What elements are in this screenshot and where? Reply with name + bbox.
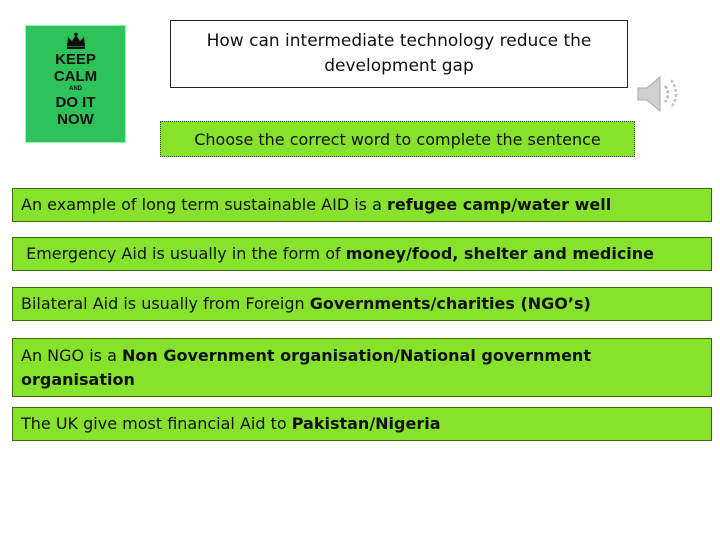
answer-options[interactable]: Non Government organisation/National government organisation <box>21 345 591 389</box>
title-line-2: development gap <box>324 56 474 76</box>
question-1[interactable] <box>12 188 712 222</box>
question-text <box>21 344 703 392</box>
poster-line-calm: CALM <box>53 68 98 85</box>
question-prefix: An example of long term sustainable AID is a <box>21 195 387 214</box>
question-2[interactable] <box>12 237 712 271</box>
keep-calm-poster <box>25 25 126 143</box>
question-prefix: Bilateral Aid is usually from Foreign <box>21 294 310 313</box>
question-3[interactable] <box>12 287 712 321</box>
answer-options[interactable]: refugee camp/water well <box>386 195 612 214</box>
title-box <box>170 20 628 88</box>
poster-line-and: AND <box>69 86 82 92</box>
question-text <box>21 242 654 266</box>
question-text <box>21 193 611 217</box>
question-prefix: An NGO is a <box>21 345 122 365</box>
poster-line-do-it: DO IT <box>55 94 96 111</box>
crown-icon <box>65 32 87 50</box>
question-4[interactable] <box>12 338 712 397</box>
speaker-icon[interactable] <box>634 70 686 118</box>
question-prefix: The UK give most financial Aid to <box>21 414 292 433</box>
page-title <box>207 29 592 80</box>
title-line-1: How can intermediate technology reduce the <box>206 30 592 51</box>
poster-line-keep: KEEP <box>55 51 96 68</box>
question-text <box>21 412 441 436</box>
answer-options[interactable]: Pakistan/Nigeria <box>291 414 441 433</box>
answer-options[interactable]: money/food, shelter and medicine <box>345 244 655 263</box>
poster-line-now: NOW <box>57 111 94 128</box>
question-text <box>21 292 591 316</box>
instruction-banner <box>160 121 635 157</box>
question-5[interactable] <box>12 407 712 441</box>
question-prefix: Emergency Aid is usually in the form of <box>26 244 346 263</box>
answer-options[interactable]: Governments/charities (NGO’s) <box>309 294 591 313</box>
instruction-text: Choose the correct word to complete the sentence <box>194 129 601 149</box>
